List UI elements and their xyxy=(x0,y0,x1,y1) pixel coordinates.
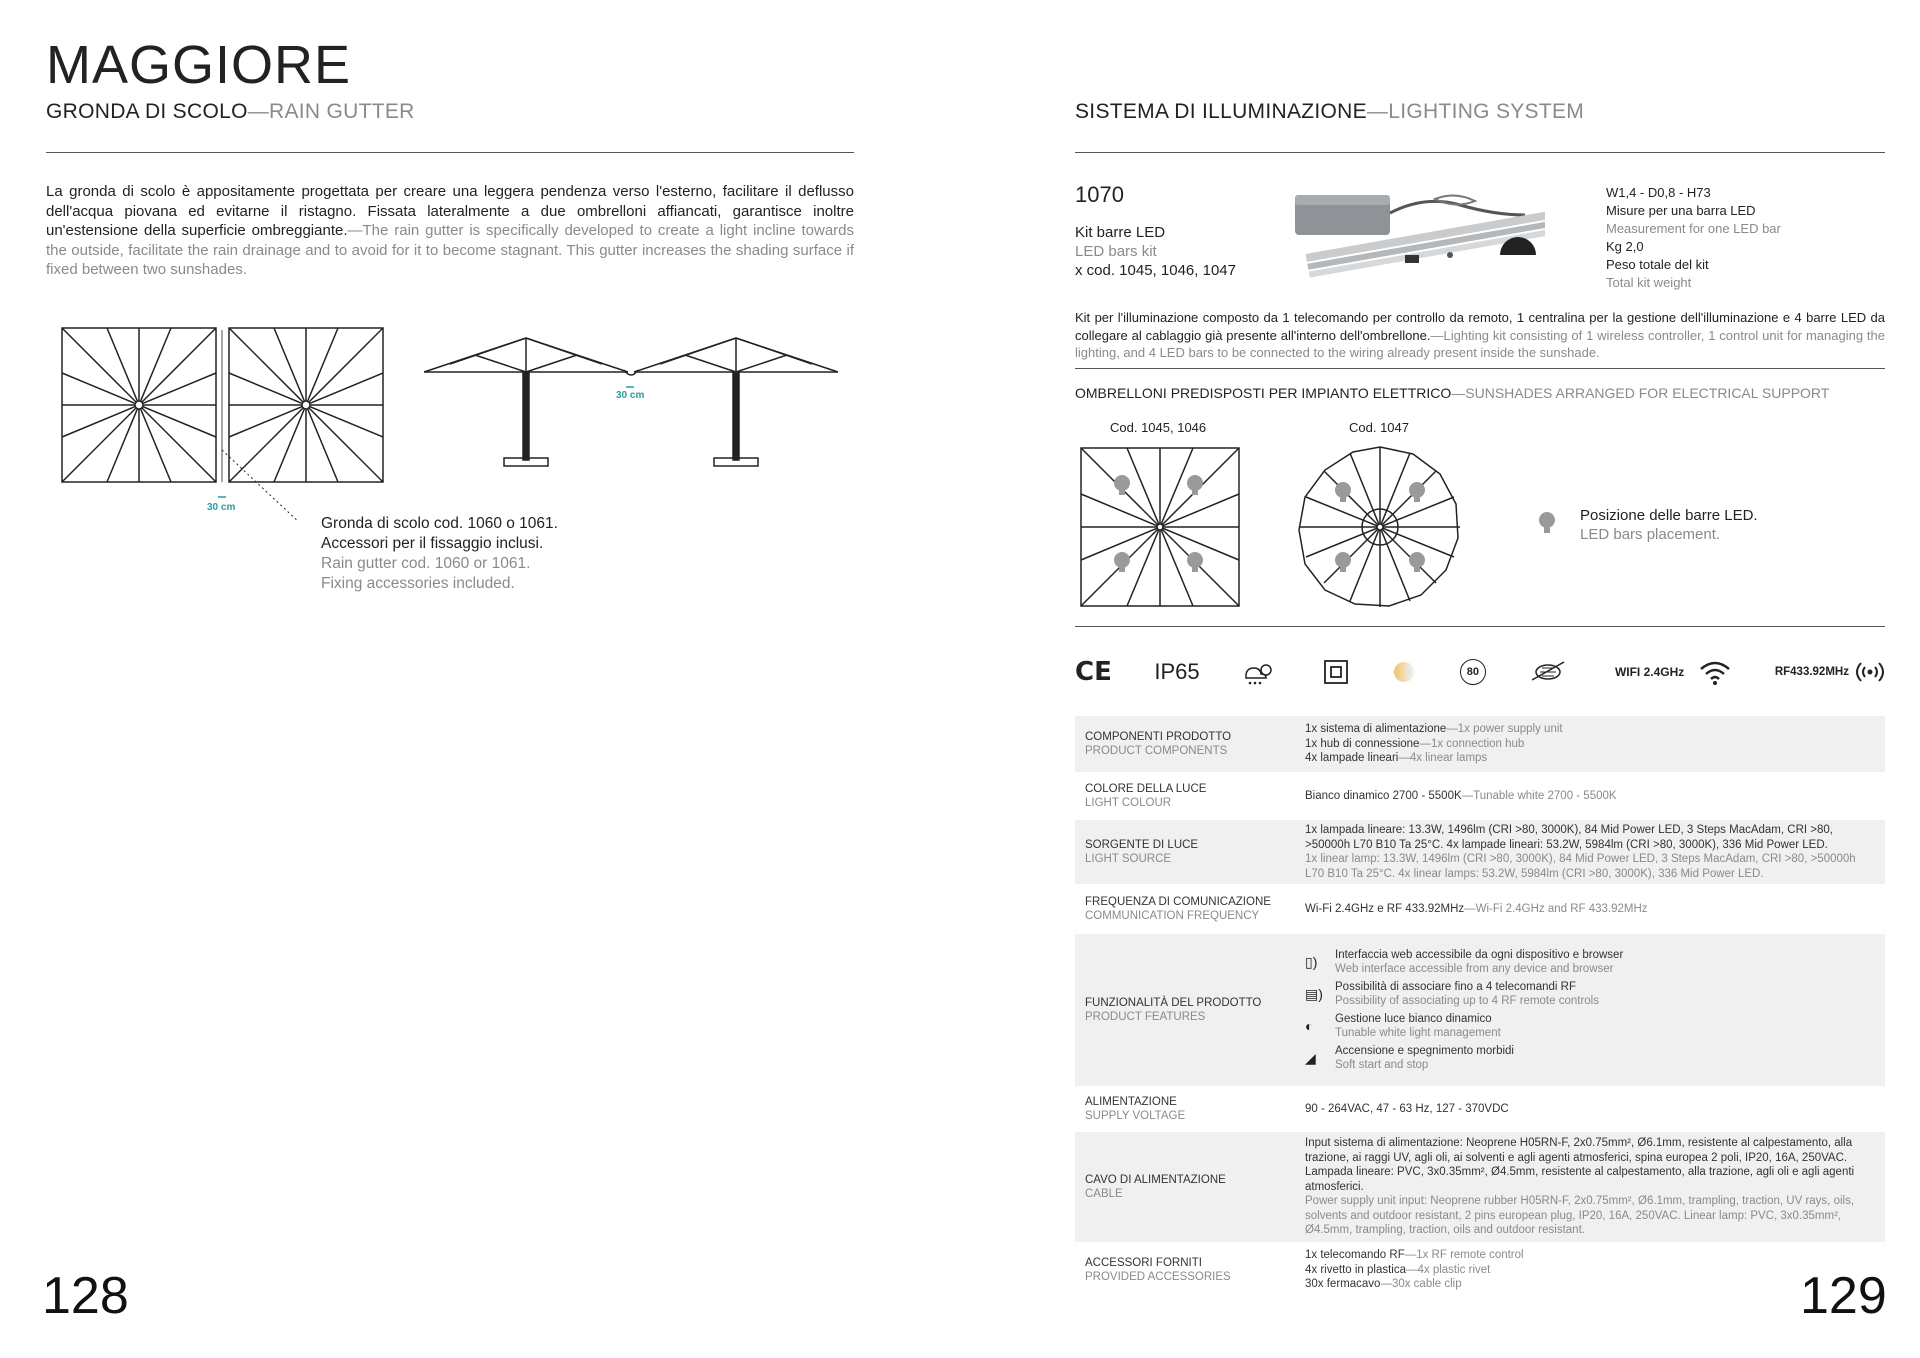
spec-text-it: 1x lampada lineare: 13.3W, 1496lm (CRI >80, 3000K), 84 Mid Power LED, 3 Steps MacAdam, CRI >80, >50000h L70 B10 Ta 25°C. 4x lampade lineari: 53.2W, 5984lm (CRI >80, 3000K), 336 Mid Power LED. xyxy=(1305,824,1833,851)
ramp-icon: ◢ xyxy=(1305,1049,1316,1066)
section2-en: SUNSHADES ARRANGED FOR ELECTRICAL SUPPORT xyxy=(1465,385,1830,401)
spec-line-it: Bianco dinamico 2700 - 5500K xyxy=(1305,789,1462,802)
legend-it: Posizione delle barre LED. xyxy=(1580,507,1758,524)
spec-row xyxy=(1075,1132,1885,1242)
spec-line-en: —4x plastic rivet xyxy=(1406,1263,1491,1276)
spec-line-en: —30x cable clip xyxy=(1380,1278,1462,1291)
spec-value xyxy=(1293,884,1885,934)
right-subtitle-it: SISTEMA DI ILLUMINAZIONE xyxy=(1075,100,1367,123)
gutter-plan-drawing xyxy=(56,320,396,520)
intro-it: La gronda di scolo è appositamente progettata per creare una leggera pendenza verso l'esterno, facilitare il deflusso dell'acqua piovana ed evitarne il ristagno. Fissata lateralmente a due ombrelloni affiancati, garantisce inoltre un'estensione della superficie ombreggiante. xyxy=(46,183,854,239)
spec-line xyxy=(1305,1263,1877,1278)
spec-line-it: 1x sistema di alimentazione xyxy=(1305,723,1447,736)
feature-item xyxy=(1305,980,1877,1009)
legend-en: LED bars placement. xyxy=(1580,526,1721,543)
left-subtitle xyxy=(46,100,415,124)
wifi-text: WIFI 2.4GHz xyxy=(1614,665,1685,679)
tunable-white-icon xyxy=(1391,659,1417,685)
remote-control-icon: ▤) xyxy=(1305,985,1323,1002)
subtitle-en: RAIN GUTTER xyxy=(269,100,415,123)
cod-square-label: Cod. 1045, 1046 xyxy=(1110,420,1207,435)
spec-key-it: COMPONENTI PRODOTTO xyxy=(1085,730,1232,743)
spec-value xyxy=(1293,772,1885,820)
lifetime-hours-icon xyxy=(1528,658,1572,686)
kit-description xyxy=(1075,309,1885,362)
caption-en-1: Rain gutter cod. 1060 or 1061. xyxy=(321,555,531,572)
kit-desc-en: —Lighting kit consisting of 1 wireless controller, 1 control unit for managing the lighting, and 4 LED bars to be connected to the wiring already present inside the sunshade. xyxy=(1075,327,1886,360)
section2-heading xyxy=(1075,385,1829,401)
kit-it: Kit barre LED xyxy=(1075,224,1166,241)
gutter-caption xyxy=(321,514,558,594)
rf-signal-icon xyxy=(1855,659,1885,685)
spec-key-it: COLORE DELLA LUCE xyxy=(1085,782,1207,795)
spec-line-it: 30x fermacavo xyxy=(1305,1278,1381,1291)
feature-it: Possibilità di associare fino a 4 telecomandi RF xyxy=(1335,980,1576,993)
wifi-label xyxy=(1615,659,1732,685)
spec-row xyxy=(1075,772,1885,820)
caption-en-2: Fixing accessories included. xyxy=(321,575,515,592)
spec-row xyxy=(1075,1242,1885,1298)
kit-desc-it: Kit per l'illuminazione composto da 1 telecomando per controllo da remoto, 1 centralina per la gestione dell'illuminazione e 4 barre LED da collegare al cablaggio già presente all'interno dell'ombrellone. xyxy=(1075,310,1885,343)
spec-key xyxy=(1075,1132,1293,1242)
spec-key-it: CAVO DI ALIMENTAZIONE xyxy=(1085,1173,1226,1186)
spec-value xyxy=(1293,1132,1885,1242)
led-kit-product-image xyxy=(1285,185,1545,285)
ce-mark-icon: CE xyxy=(1075,657,1112,687)
spec-key-en: SUPPLY VOLTAGE xyxy=(1085,1110,1186,1122)
page-number-right: 129 xyxy=(1800,1267,1887,1325)
spec-value xyxy=(1293,1242,1885,1298)
right-subtitle xyxy=(1075,100,1584,124)
spec-table xyxy=(1075,716,1885,1298)
spec-line-en: —Tunable white 2700 - 5500K xyxy=(1461,789,1617,802)
intro-text xyxy=(46,182,854,280)
spec-line-en: —1x RF remote control xyxy=(1404,1249,1524,1262)
weight-it: Peso totale del kit xyxy=(1606,257,1709,272)
subtitle-sep: — xyxy=(247,100,270,123)
feature-item xyxy=(1305,1044,1877,1073)
page-title: MAGGIORE xyxy=(46,35,352,95)
dims: W1,4 - D0,8 - H73 xyxy=(1606,185,1711,200)
feature-en: Tunable white light management xyxy=(1335,1027,1501,1039)
ip65-icon: IP65 xyxy=(1154,659,1200,684)
spec-key-en: LIGHT COLOUR xyxy=(1085,797,1172,809)
spec-key xyxy=(1075,1086,1293,1132)
spec-key-it: ACCESSORI FORNITI xyxy=(1085,1256,1202,1269)
spec-row xyxy=(1075,884,1885,934)
kit-specs xyxy=(1606,184,1781,292)
spec-key-it: FUNZIONALITÀ DEL PRODOTTO xyxy=(1085,996,1262,1009)
elevation-dimension-label: 30 cm xyxy=(616,390,645,401)
gutter-elevation-drawing xyxy=(420,330,850,475)
spec-line xyxy=(1305,1277,1877,1292)
spec-line xyxy=(1305,751,1877,766)
section2-divider xyxy=(1075,626,1885,627)
feature-en: Web interface accessible from any device and browser xyxy=(1335,963,1614,975)
certification-icon-row xyxy=(1075,652,1885,692)
spec-row xyxy=(1075,1086,1885,1132)
kit-divider xyxy=(1075,368,1885,369)
spec-key-en: COMMUNICATION FREQUENCY xyxy=(1085,910,1260,922)
cod-round-label: Cod. 1047 xyxy=(1349,420,1409,435)
spec-value xyxy=(1293,934,1885,1086)
spec-line-en: —Wi-Fi 2.4GHz and RF 433.92MHz xyxy=(1464,902,1648,915)
spec-key xyxy=(1075,934,1293,1086)
weather-resistance-icon xyxy=(1242,658,1280,686)
spec-line-it: 4x lampade lineari xyxy=(1305,752,1399,765)
spec-key xyxy=(1075,716,1293,772)
spec-key-en: LIGHT SOURCE xyxy=(1085,853,1172,865)
spec-line xyxy=(1305,737,1877,752)
square-sunshade-led-diagram xyxy=(1075,444,1245,609)
kit-info xyxy=(1075,223,1236,280)
spec-line xyxy=(1305,722,1877,737)
section2-it: OMBRELLONI PREDISPOSTI PER IMPIANTO ELETTRICO xyxy=(1075,385,1452,401)
toggle-icon: ◐ xyxy=(1305,1017,1314,1034)
weight-en: Total kit weight xyxy=(1606,275,1692,290)
feature-item xyxy=(1305,948,1877,977)
round-sunshade-led-diagram xyxy=(1295,442,1465,612)
spec-value xyxy=(1293,820,1885,884)
spec-key-it: ALIMENTAZIONE xyxy=(1085,1095,1177,1108)
spec-line-en: —1x connection hub xyxy=(1419,737,1525,750)
right-subtitle-en: LIGHTING SYSTEM xyxy=(1388,100,1585,123)
subtitle-it: GRONDA DI SCOLO xyxy=(46,100,248,123)
section2-sep: — xyxy=(1451,385,1466,401)
caption-it-1: Gronda di scolo cod. 1060 o 1061. xyxy=(321,515,558,532)
rf-label xyxy=(1775,659,1885,685)
right-subtitle-sep: — xyxy=(1366,100,1389,123)
spec-text-it: Input sistema di alimentazione: Neoprene H05RN-F, 2x0.75mm², Ø6.1mm, resistente al calpestamento, alla trazione, ai raggi UV, agli oli, ai solventi e agli agenti atmosferici, spina europea 2 poli, IP20, 16A, 250VAC. Lampada lineare: PVC, 3x0.35mm², Ø4.5mm, resistente al calpestamento, alla trazione, agli oli e agli agenti atmosferici. xyxy=(1305,1137,1855,1193)
class-ii-insulation-icon xyxy=(1323,659,1349,685)
spec-line-it: 1x hub di connessione xyxy=(1305,737,1420,750)
spec-line-it: 90 - 264VAC, 47 - 63 Hz, 127 - 370VDC xyxy=(1305,1102,1509,1115)
caption-it-2: Accessori per il fissaggio inclusi. xyxy=(321,535,544,552)
page-number-left: 128 xyxy=(42,1267,129,1325)
spec-text-en: Power supply unit input: Neoprene rubber H05RN-F, 2x0.75mm², Ø6.1mm, trampling, traction, UV rays, oils, solvents and outdoor resistant, 2 pins european plug, IP20, 16A, 250VAC. Linear lamp: PVC, 3x0.35mm², Ø4.5mm, trampling, traction, oils and outdoor resistant. xyxy=(1305,1195,1855,1237)
spec-key-it: FREQUENZA DI COMUNICAZIONE xyxy=(1085,895,1271,908)
spec-row xyxy=(1075,716,1885,772)
cri-80-icon: 80 xyxy=(1460,659,1486,685)
dims-en: Measurement for one LED bar xyxy=(1606,221,1781,236)
spec-key-it: SORGENTE DI LUCE xyxy=(1085,838,1199,851)
spec-value xyxy=(1293,1086,1885,1132)
legend-text xyxy=(1580,506,1758,544)
web-device-icon: ▯) xyxy=(1305,953,1318,970)
feature-it: Interfaccia web accessibile da ogni dispositivo e browser xyxy=(1335,948,1624,961)
spec-key-en: PROVIDED ACCESSORIES xyxy=(1085,1271,1231,1283)
wifi-icon xyxy=(1698,659,1732,685)
spec-line-en: —1x power supply unit xyxy=(1446,723,1563,736)
product-code: 1070 xyxy=(1075,182,1124,207)
spec-key xyxy=(1075,820,1293,884)
dims-it: Misure per una barra LED xyxy=(1606,203,1756,218)
spec-line xyxy=(1305,1248,1877,1263)
spec-key xyxy=(1075,884,1293,934)
spec-key xyxy=(1075,1242,1293,1298)
spec-line-en: —4x linear lamps xyxy=(1398,752,1488,765)
weight: Kg 2,0 xyxy=(1606,239,1644,254)
spec-line-it: Wi-Fi 2.4GHz e RF 433.92MHz xyxy=(1305,902,1465,915)
spec-value xyxy=(1293,716,1885,772)
right-divider xyxy=(1075,152,1885,153)
spec-key-en: PRODUCT COMPONENTS xyxy=(1085,745,1228,757)
feature-item xyxy=(1305,1012,1877,1041)
rf-text: RF433.92MHz xyxy=(1774,666,1849,678)
left-divider xyxy=(46,152,854,153)
spec-key-en: CABLE xyxy=(1085,1188,1123,1200)
spec-key-en: PRODUCT FEATURES xyxy=(1085,1011,1206,1023)
spec-row xyxy=(1075,820,1885,884)
feature-en: Possibility of associating up to 4 RF remote controls xyxy=(1335,995,1599,1007)
spec-key xyxy=(1075,772,1293,820)
led-bar-legend-icon xyxy=(1536,510,1558,538)
plan-dimension-label: 30 cm xyxy=(207,502,236,513)
spec-line-it: 4x rivetto in plastica xyxy=(1305,1263,1406,1276)
kit-for: x cod. 1045, 1046, 1047 xyxy=(1075,262,1236,279)
intro-en: —The rain gutter is specifically developed to create a light incline towards the outside, facilitate the rain drainage and to avoid for it to become stagnant. This gutter increases the shading surface if fixed between two sunshades. xyxy=(46,222,855,278)
kit-en: LED bars kit xyxy=(1075,243,1157,260)
spec-line-it: 1x telecomando RF xyxy=(1305,1249,1405,1262)
spec-text-en: 1x linear lamp: 13.3W, 1496lm (CRI >80, 3000K), 84 Mid Power LED, 3 Steps MacAdam, CRI >80, >50000h L70 B10 Ta 25°C. 4x linear lamps: 53.2W, 5984lm (CRI >80, 3000K), 336 Mid Power LED. xyxy=(1305,853,1856,880)
spec-row xyxy=(1075,934,1885,1086)
feature-en: Soft start and stop xyxy=(1335,1059,1429,1071)
feature-it: Gestione luce bianco dinamico xyxy=(1335,1012,1492,1025)
feature-it: Accensione e spegnimento morbidi xyxy=(1335,1044,1514,1057)
